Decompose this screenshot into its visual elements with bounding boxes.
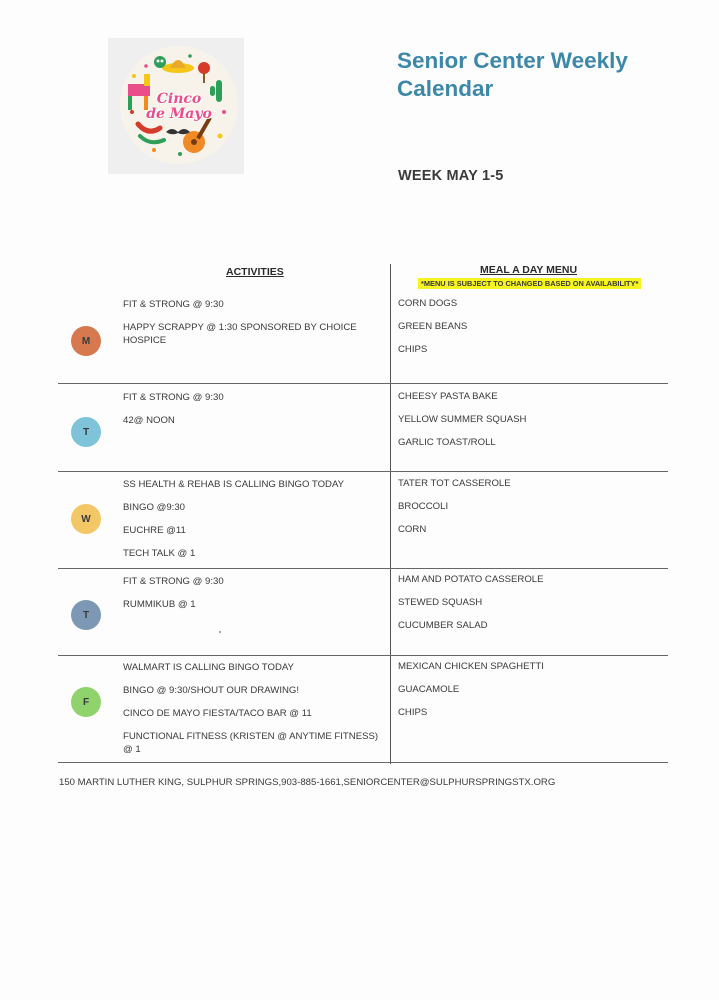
- scan-speck: [219, 631, 221, 633]
- day-badge-friday: F: [71, 687, 101, 717]
- activity-item: FUNCTIONAL FITNESS (KRISTEN @ ANYTIME FITNESS) @ 1: [123, 731, 379, 755]
- cinco-de-mayo-logo: [108, 38, 244, 174]
- activity-item: FIT & STRONG @ 9:30: [123, 576, 224, 587]
- meal-header: MEAL A DAY MENU: [480, 264, 578, 276]
- activity-item: HAPPY SCRAPPY @ 1:30 SPONSORED BY CHOICE HOSPICE: [123, 322, 357, 346]
- meal-item: STEWED SQUASH: [398, 597, 483, 608]
- activity-item: 42@ NOON: [123, 415, 175, 426]
- meal-item: CHIPS: [398, 707, 428, 718]
- activity-item: BINGO @9:30: [123, 502, 185, 513]
- day-badge-wednesday: W: [71, 504, 101, 534]
- activity-item: WALMART IS CALLING BINGO TODAY: [123, 662, 294, 673]
- meal-item: CUCUMBER SALAD: [398, 620, 488, 631]
- meal-item: HAM AND POTATO CASSEROLE: [398, 574, 544, 585]
- activities-header: ACTIVITIES: [226, 266, 284, 278]
- activity-item: TECH TALK @ 1: [123, 548, 196, 559]
- row-divider: [58, 655, 668, 656]
- activity-item: CINCO DE MAYO FIESTA/TACO BAR @ 11: [123, 708, 312, 719]
- week-label: WEEK MAY 1-5: [398, 168, 504, 184]
- row-divider: [58, 762, 668, 763]
- day-badge-monday: M: [71, 326, 101, 356]
- meal-item: MEXICAN CHICKEN SPAGHETTI: [398, 661, 544, 672]
- meal-item: CORN: [398, 524, 427, 535]
- activity-item: FIT & STRONG @ 9:30: [123, 299, 224, 310]
- menu-note: *MENU IS SUBJECT TO CHANGED BASED ON AVAILABILITY*: [418, 278, 641, 289]
- contact-footer: 150 MARTIN LUTHER KING, SULPHUR SPRINGS,903-885-1661,SENIORCENTER@SULPHURSPRINGSTX.ORG: [59, 777, 556, 788]
- meal-item: CHEESY PASTA BAKE: [398, 391, 498, 402]
- activity-item: RUMMIKUB @ 1: [123, 599, 196, 610]
- activity-item: EUCHRE @11: [123, 525, 186, 536]
- day-badge-tuesday: T: [71, 417, 101, 447]
- meal-item: GREEN BEANS: [398, 321, 468, 332]
- logo-text-line1: Cinco: [156, 91, 202, 107]
- activity-item: BINGO @ 9:30/SHOUT OUR DRAWING!: [123, 685, 300, 696]
- row-divider: [58, 383, 668, 384]
- row-divider: [58, 568, 668, 569]
- logo-text-line2: de Mayo: [146, 106, 212, 122]
- activity-item: FIT & STRONG @ 9:30: [123, 392, 224, 403]
- column-divider: [390, 264, 391, 764]
- meal-item: TATER TOT CASSEROLE: [398, 478, 511, 489]
- meal-item: CHIPS: [398, 344, 428, 355]
- page-title: Senior Center Weekly Calendar: [397, 48, 628, 101]
- meal-item: GUACAMOLE: [398, 684, 460, 695]
- logo-circle: [120, 46, 238, 164]
- activity-item: SS HEALTH & REHAB IS CALLING BINGO TODAY: [123, 479, 345, 490]
- meal-item: CORN DOGS: [398, 298, 458, 309]
- day-badge-thursday: T: [71, 600, 101, 630]
- row-divider: [58, 471, 668, 472]
- meal-item: YELLOW SUMMER SQUASH: [398, 414, 527, 425]
- meal-item: GARLIC TOAST/ROLL: [398, 437, 496, 448]
- meal-item: BROCCOLI: [398, 501, 449, 512]
